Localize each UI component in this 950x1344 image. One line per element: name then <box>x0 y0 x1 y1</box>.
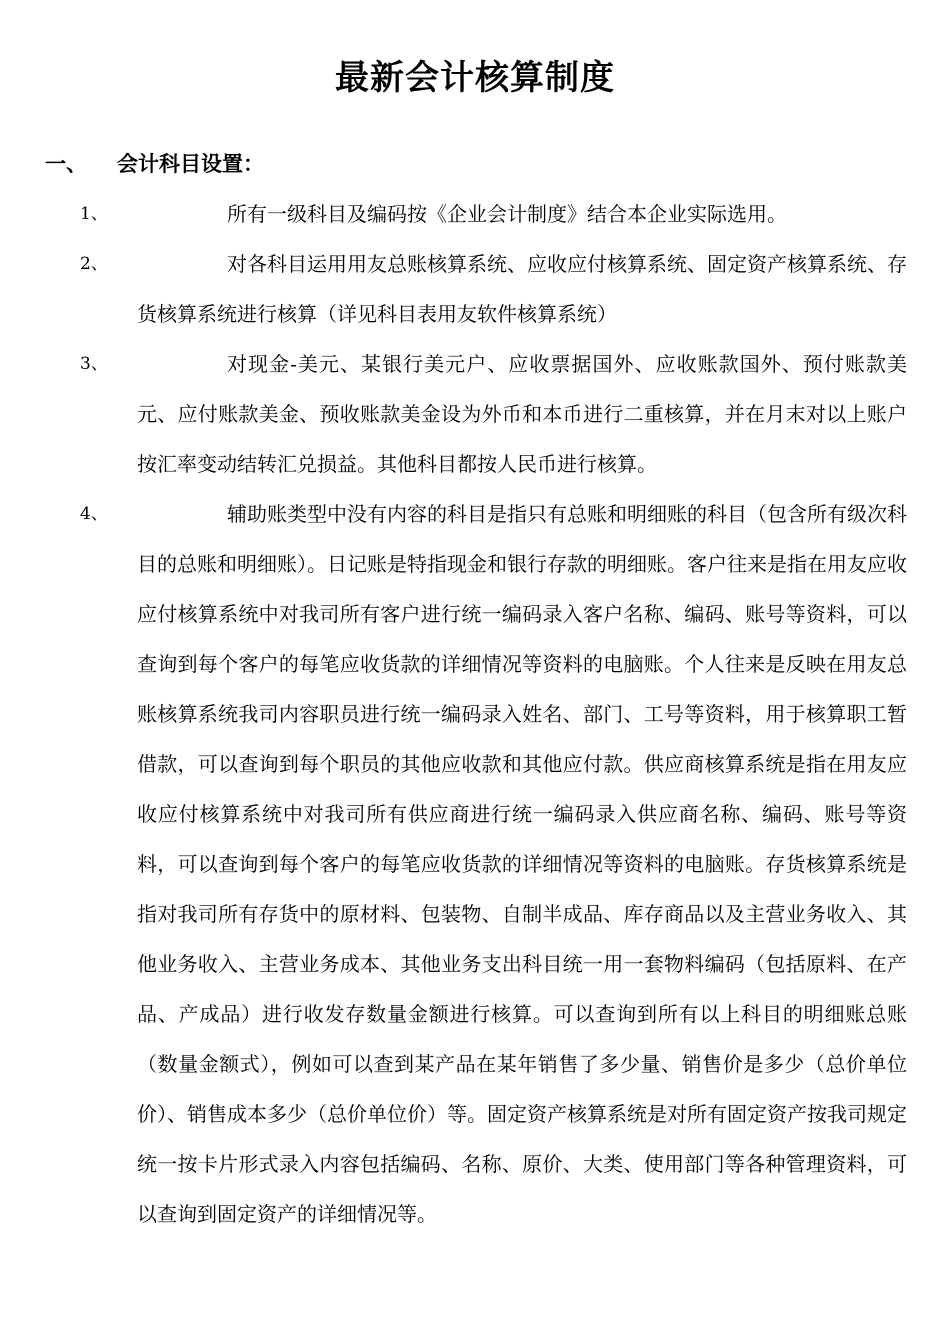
item-number: 4、 <box>80 504 108 524</box>
item-number: 1、 <box>80 204 108 224</box>
section-heading <box>45 148 905 178</box>
item-number: 3、 <box>80 354 108 374</box>
section-title: 会计科目设置： <box>117 152 264 176</box>
item-text: 所有一级科目及编码按《企业会计制度》结合本企业实际选用。 <box>227 202 787 226</box>
document-title: 最新会计核算制度 <box>335 58 615 98</box>
item-text: 辅助账类型中没有内容的科目是指只有总账和明细账的科目（包含所有级次科目的总账和明细账）。日记账是特指现金和银行存款的明细账。客户往来是指在用友应收应付核算系统中对我司所有客户进行统一编码录入客户名称、编码、账号等资料，可以查询到每个客户的每笔应收货款的详细情况等资料的电脑账。个人往来是反映在用友总账核算系统我司内容职员进行统一编码录入姓名、部门、工号等资料，用于核算职工暂借款，可以查询到每个职员的其他应收款和其他应付款。供应商核算系统是指在用友应收应付核算系统中对我司所有供应商进行统一编码录入供应商名称、编码、账号等资料，可以查询到每个客户的每笔应收货款的详细情况等资料的电脑账。存货核算系统是指对我司所有存货中的原材料、包装物、自制半成品、库存商品以及主营业务收入、其他业务收入、主营业务成本、其他业务支出科目统一用一套物料编码（包括原料、在产品、产成品）进行收发存数量金额进行核算。可以查询到所有以上科目的明细账总账（数量金额式），例如可以查到某产品在某年销售了多少量、销售价是多少（总价单位价）、销售成本多少（总价单位价）等。固定资产核算系统是对所有固定资产按我司规定统一按卡片形式录入内容包括编码、名称、原价、大类、使用部门等各种管理资料，可以查询到固定资产的详细情况等。 <box>137 502 907 1226</box>
item-text: 对现金-美元、某银行美元户、应收票据国外、应收账款国外、预付账款美元、应付账款美金、预收账款美金设为外币和本币进行二重核算，并在月末对以上账户按汇率变动结转汇兑损益。其他科目都按人民币进行核算。 <box>137 352 907 476</box>
section-number: 一、 <box>45 152 87 176</box>
list-item <box>0 489 950 1239</box>
list-item <box>0 339 950 489</box>
item-number: 2、 <box>80 254 108 274</box>
list-item <box>0 239 950 339</box>
item-text: 对各科目运用用友总账核算系统、应收应付核算系统、固定资产核算系统、存货核算系统进行核算（详见科目表用友软件核算系统） <box>137 252 907 326</box>
list-item <box>0 189 950 239</box>
